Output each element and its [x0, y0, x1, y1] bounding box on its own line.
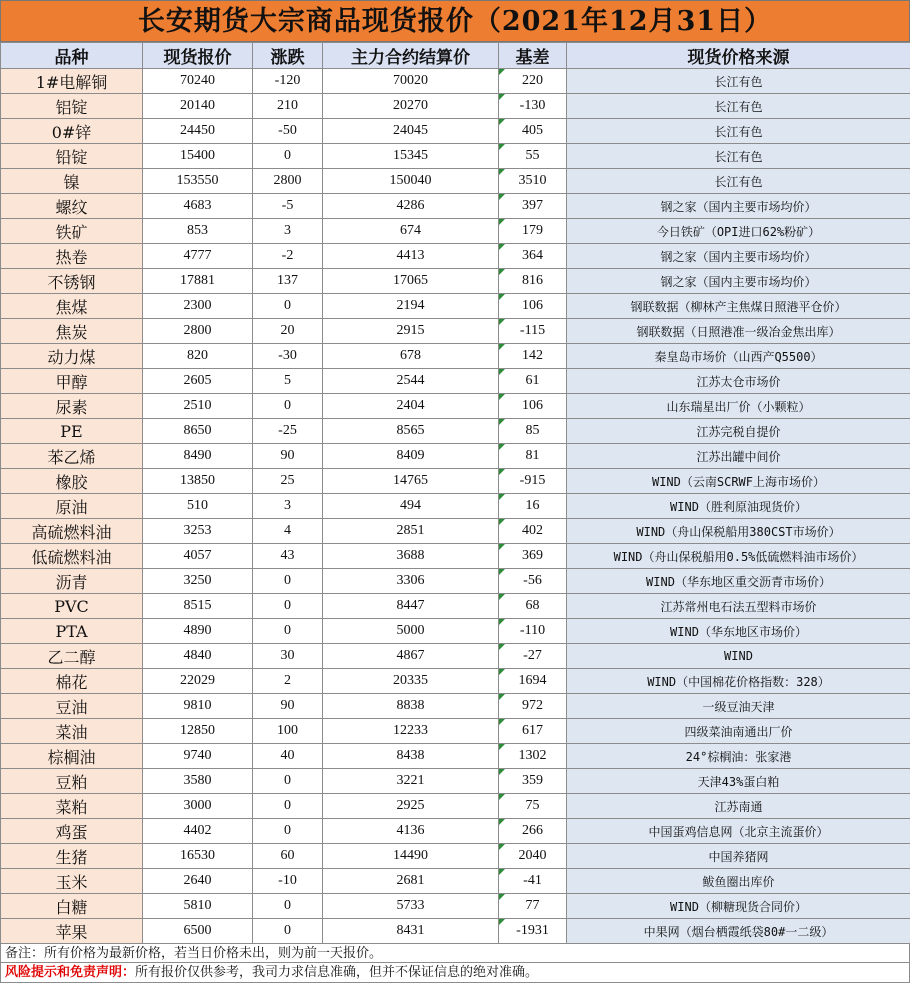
cell-change: 0 [253, 769, 323, 794]
cell-settlement: 8409 [323, 444, 499, 469]
cell-change: -30 [253, 344, 323, 369]
cell-basis: 359 [499, 769, 567, 794]
cell-variety: 不锈钢 [1, 269, 143, 294]
cell-change: 0 [253, 144, 323, 169]
table-row [1, 369, 910, 394]
cell-basis: -130 [499, 94, 567, 119]
cell-variety: 生猪 [1, 844, 143, 869]
cell-change: 5 [253, 369, 323, 394]
table-row [1, 619, 910, 644]
cell-settlement: 678 [323, 344, 499, 369]
cell-spot-price: 4402 [143, 819, 253, 844]
cell-variety: 铅锭 [1, 144, 143, 169]
cell-change: 20 [253, 319, 323, 344]
cell-variety: 动力煤 [1, 344, 143, 369]
table-row [1, 494, 910, 519]
cell-variety: 镍 [1, 169, 143, 194]
cell-change: 4 [253, 519, 323, 544]
table-row [1, 519, 910, 544]
table-row [1, 394, 910, 419]
cell-basis: 61 [499, 369, 567, 394]
cell-basis: -56 [499, 569, 567, 594]
table-row [1, 319, 910, 344]
cell-source: 江苏出罐中间价 [567, 444, 910, 469]
cell-settlement: 5000 [323, 619, 499, 644]
cell-settlement: 14765 [323, 469, 499, 494]
cell-source: 钢联数据（日照港准一级冶金焦出库） [567, 319, 910, 344]
cell-variety: 豆粕 [1, 769, 143, 794]
cell-basis: 972 [499, 694, 567, 719]
cell-spot-price: 2510 [143, 394, 253, 419]
cell-spot-price: 6500 [143, 919, 253, 944]
cell-settlement: 4413 [323, 244, 499, 269]
cell-spot-price: 8650 [143, 419, 253, 444]
table-row [1, 469, 910, 494]
cell-change: 0 [253, 794, 323, 819]
cell-spot-price: 3253 [143, 519, 253, 544]
cell-variety: 1#电解铜 [1, 69, 143, 94]
cell-settlement: 8438 [323, 744, 499, 769]
cell-settlement: 2851 [323, 519, 499, 544]
cell-spot-price: 2800 [143, 319, 253, 344]
cell-spot-price: 8515 [143, 594, 253, 619]
table-row [1, 719, 910, 744]
cell-settlement: 15345 [323, 144, 499, 169]
cell-basis: 3510 [499, 169, 567, 194]
cell-basis: 55 [499, 144, 567, 169]
cell-basis: -115 [499, 319, 567, 344]
header-source: 现货价格来源 [567, 43, 910, 69]
cell-spot-price: 510 [143, 494, 253, 519]
cell-change: 0 [253, 294, 323, 319]
table-row [1, 244, 910, 269]
cell-settlement: 3306 [323, 569, 499, 594]
cell-variety: 苯乙烯 [1, 444, 143, 469]
cell-source: WIND（胜利原油现货价） [567, 494, 910, 519]
header-change: 涨跌 [253, 43, 323, 69]
cell-source: WIND（云南SCRWF上海市场价） [567, 469, 910, 494]
cell-variety: 原油 [1, 494, 143, 519]
cell-source: 长江有色 [567, 144, 910, 169]
cell-change: 43 [253, 544, 323, 569]
cell-spot-price: 3580 [143, 769, 253, 794]
table-row [1, 444, 910, 469]
cell-spot-price: 4777 [143, 244, 253, 269]
cell-source: 中果网（烟台栖霞纸袋80#一二级） [567, 919, 910, 944]
cell-variety: 白糖 [1, 894, 143, 919]
cell-settlement: 4136 [323, 819, 499, 844]
cell-source: 鲅鱼圈出库价 [567, 869, 910, 894]
cell-basis: 2040 [499, 844, 567, 869]
cell-settlement: 4286 [323, 194, 499, 219]
cell-change: 3 [253, 494, 323, 519]
cell-change: 2800 [253, 169, 323, 194]
cell-change: 40 [253, 744, 323, 769]
cell-variety: 橡胶 [1, 469, 143, 494]
cell-change: 0 [253, 919, 323, 944]
cell-spot-price: 17881 [143, 269, 253, 294]
header-variety: 品种 [1, 43, 143, 69]
cell-settlement: 2194 [323, 294, 499, 319]
cell-settlement: 2404 [323, 394, 499, 419]
cell-spot-price: 153550 [143, 169, 253, 194]
cell-basis: 364 [499, 244, 567, 269]
cell-settlement: 8838 [323, 694, 499, 719]
cell-settlement: 20270 [323, 94, 499, 119]
table-row [1, 144, 910, 169]
cell-change: 2 [253, 669, 323, 694]
cell-spot-price: 12850 [143, 719, 253, 744]
cell-source: 今日铁矿（OPI进口62%粉矿） [567, 219, 910, 244]
cell-spot-price: 20140 [143, 94, 253, 119]
cell-basis: 179 [499, 219, 567, 244]
cell-spot-price: 24450 [143, 119, 253, 144]
cell-basis: 106 [499, 294, 567, 319]
cell-basis: 402 [499, 519, 567, 544]
cell-basis: 266 [499, 819, 567, 844]
cell-basis: -110 [499, 619, 567, 644]
cell-settlement: 20335 [323, 669, 499, 694]
cell-source: 秦皇岛市场价（山西产Q5500） [567, 344, 910, 369]
cell-spot-price: 2605 [143, 369, 253, 394]
cell-source: WIND（舟山保税船用0.5%低硫燃料油市场价） [567, 544, 910, 569]
cell-spot-price: 853 [143, 219, 253, 244]
cell-change: -25 [253, 419, 323, 444]
cell-settlement: 2915 [323, 319, 499, 344]
table-row [1, 94, 910, 119]
cell-settlement: 2681 [323, 869, 499, 894]
cell-source: 长江有色 [567, 169, 910, 194]
cell-change: -10 [253, 869, 323, 894]
header-row [1, 43, 910, 69]
cell-variety: 棕榈油 [1, 744, 143, 769]
cell-source: 中国蛋鸡信息网（北京主流蛋价） [567, 819, 910, 844]
cell-variety: 高硫燃料油 [1, 519, 143, 544]
cell-basis: 68 [499, 594, 567, 619]
table-row [1, 294, 910, 319]
table-row [1, 694, 910, 719]
cell-spot-price: 4890 [143, 619, 253, 644]
header-spot-price: 现货报价 [143, 43, 253, 69]
cell-settlement: 8431 [323, 919, 499, 944]
cell-basis: 617 [499, 719, 567, 744]
cell-source: 江苏完税自提价 [567, 419, 910, 444]
cell-spot-price: 9740 [143, 744, 253, 769]
table-row [1, 544, 910, 569]
cell-variety: 棉花 [1, 669, 143, 694]
cell-spot-price: 820 [143, 344, 253, 369]
table-row [1, 744, 910, 769]
cell-source: 四级菜油南通出厂价 [567, 719, 910, 744]
cell-source: 一级豆油天津 [567, 694, 910, 719]
price-table [0, 42, 910, 944]
cell-source: 长江有色 [567, 69, 910, 94]
cell-source: WIND [567, 644, 910, 669]
table-row [1, 119, 910, 144]
cell-variety: 铝锭 [1, 94, 143, 119]
cell-variety: 热卷 [1, 244, 143, 269]
cell-basis: 397 [499, 194, 567, 219]
table-body [1, 69, 910, 944]
cell-spot-price: 4840 [143, 644, 253, 669]
cell-change: 137 [253, 269, 323, 294]
cell-basis: -27 [499, 644, 567, 669]
header-settlement: 主力合约结算价 [323, 43, 499, 69]
cell-source: 长江有色 [567, 119, 910, 144]
cell-spot-price: 22029 [143, 669, 253, 694]
cell-spot-price: 9810 [143, 694, 253, 719]
cell-spot-price: 8490 [143, 444, 253, 469]
cell-source: 钢之家（国内主要市场均价） [567, 244, 910, 269]
cell-basis: -41 [499, 869, 567, 894]
cell-spot-price: 4057 [143, 544, 253, 569]
cell-spot-price: 5810 [143, 894, 253, 919]
cell-basis: 1302 [499, 744, 567, 769]
cell-source: 24°棕榈油：张家港 [567, 744, 910, 769]
cell-variety: 鸡蛋 [1, 819, 143, 844]
cell-spot-price: 70240 [143, 69, 253, 94]
table-row [1, 194, 910, 219]
cell-change: 30 [253, 644, 323, 669]
cell-spot-price: 13850 [143, 469, 253, 494]
cell-variety: 螺纹 [1, 194, 143, 219]
cell-settlement: 8447 [323, 594, 499, 619]
cell-settlement: 674 [323, 219, 499, 244]
table-row [1, 344, 910, 369]
cell-spot-price: 15400 [143, 144, 253, 169]
table-row [1, 69, 910, 94]
cell-source: WIND（柳糖现货合同价） [567, 894, 910, 919]
cell-variety: 0#锌 [1, 119, 143, 144]
cell-variety: 尿素 [1, 394, 143, 419]
cell-variety: 焦炭 [1, 319, 143, 344]
cell-variety: 乙二醇 [1, 644, 143, 669]
cell-source: 钢之家（国内主要市场均价） [567, 194, 910, 219]
cell-settlement: 5733 [323, 894, 499, 919]
table-row [1, 219, 910, 244]
cell-basis: 142 [499, 344, 567, 369]
cell-change: 60 [253, 844, 323, 869]
cell-spot-price: 3000 [143, 794, 253, 819]
cell-settlement: 24045 [323, 119, 499, 144]
cell-basis: 405 [499, 119, 567, 144]
table-row [1, 769, 910, 794]
cell-change: 90 [253, 694, 323, 719]
cell-change: 210 [253, 94, 323, 119]
cell-source: 江苏南通 [567, 794, 910, 819]
cell-change: -2 [253, 244, 323, 269]
cell-basis: 816 [499, 269, 567, 294]
cell-variety: 菜粕 [1, 794, 143, 819]
cell-spot-price: 3250 [143, 569, 253, 594]
table-row [1, 819, 910, 844]
cell-settlement: 494 [323, 494, 499, 519]
cell-variety: 低硫燃料油 [1, 544, 143, 569]
cell-source: 中国养猪网 [567, 844, 910, 869]
cell-basis: 106 [499, 394, 567, 419]
cell-settlement: 2544 [323, 369, 499, 394]
cell-settlement: 17065 [323, 269, 499, 294]
disclaimer-label: 风险提示和免责声明： [5, 965, 135, 980]
disclaimer-text: 所有报价仅供参考，我司力求信息准确，但并不保证信息的绝对准确。 [135, 965, 538, 980]
table-row [1, 894, 910, 919]
cell-basis: 16 [499, 494, 567, 519]
cell-basis: -915 [499, 469, 567, 494]
cell-change: 90 [253, 444, 323, 469]
cell-basis: -1931 [499, 919, 567, 944]
cell-source: 山东瑞星出厂价（小颗粒） [567, 394, 910, 419]
cell-source: WIND（舟山保税船用380CST市场价） [567, 519, 910, 544]
cell-settlement: 4867 [323, 644, 499, 669]
cell-change: 0 [253, 894, 323, 919]
cell-settlement: 150040 [323, 169, 499, 194]
footer-note: 备注：所有价格为最新价格，若当日价格未出，则为前一天报价。 [0, 944, 910, 963]
cell-settlement: 14490 [323, 844, 499, 869]
cell-basis: 369 [499, 544, 567, 569]
page-title: 长安期货大宗商品现货报价（2021年12月31日） [0, 0, 910, 42]
cell-change: 0 [253, 594, 323, 619]
cell-settlement: 3688 [323, 544, 499, 569]
cell-basis: 1694 [499, 669, 567, 694]
cell-change: 25 [253, 469, 323, 494]
cell-variety: 沥青 [1, 569, 143, 594]
header-basis: 基差 [499, 43, 567, 69]
cell-variety: PVC [1, 594, 143, 619]
table-row [1, 569, 910, 594]
cell-basis: 220 [499, 69, 567, 94]
cell-settlement: 2925 [323, 794, 499, 819]
table-row [1, 869, 910, 894]
cell-variety: 焦煤 [1, 294, 143, 319]
cell-change: 0 [253, 394, 323, 419]
cell-change: 0 [253, 569, 323, 594]
cell-change: 0 [253, 619, 323, 644]
table-row [1, 844, 910, 869]
cell-settlement: 3221 [323, 769, 499, 794]
cell-spot-price: 4683 [143, 194, 253, 219]
table-row [1, 169, 910, 194]
cell-change: -50 [253, 119, 323, 144]
cell-source: 长江有色 [567, 94, 910, 119]
table-row [1, 419, 910, 444]
cell-variety: PTA [1, 619, 143, 644]
cell-basis: 81 [499, 444, 567, 469]
cell-change: 100 [253, 719, 323, 744]
cell-change: -120 [253, 69, 323, 94]
cell-spot-price: 2300 [143, 294, 253, 319]
cell-variety: 菜油 [1, 719, 143, 744]
table-row [1, 644, 910, 669]
table-row [1, 794, 910, 819]
cell-change: 0 [253, 819, 323, 844]
cell-variety: 铁矿 [1, 219, 143, 244]
cell-basis: 77 [499, 894, 567, 919]
table-row [1, 269, 910, 294]
cell-source: WIND（中国棉花价格指数：328） [567, 669, 910, 694]
cell-variety: 苹果 [1, 919, 143, 944]
cell-source: 天津43%蛋白粕 [567, 769, 910, 794]
cell-settlement: 12233 [323, 719, 499, 744]
cell-variety: PE [1, 419, 143, 444]
cell-variety: 玉米 [1, 869, 143, 894]
cell-settlement: 70020 [323, 69, 499, 94]
cell-source: 钢联数据（柳林产主焦煤日照港平仓价） [567, 294, 910, 319]
cell-source: WIND（华东地区重交沥青市场价） [567, 569, 910, 594]
cell-change: -5 [253, 194, 323, 219]
cell-source: 江苏常州电石法五型料市场价 [567, 594, 910, 619]
footer-disclaimer [0, 963, 910, 983]
cell-spot-price: 2640 [143, 869, 253, 894]
table-row [1, 594, 910, 619]
cell-basis: 85 [499, 419, 567, 444]
cell-source: 钢之家（国内主要市场均价） [567, 269, 910, 294]
cell-variety: 甲醇 [1, 369, 143, 394]
cell-change: 3 [253, 219, 323, 244]
table-row [1, 669, 910, 694]
cell-source: WIND（华东地区市场价） [567, 619, 910, 644]
cell-source: 江苏太仓市场价 [567, 369, 910, 394]
cell-variety: 豆油 [1, 694, 143, 719]
table-row [1, 919, 910, 944]
cell-basis: 75 [499, 794, 567, 819]
cell-settlement: 8565 [323, 419, 499, 444]
cell-spot-price: 16530 [143, 844, 253, 869]
